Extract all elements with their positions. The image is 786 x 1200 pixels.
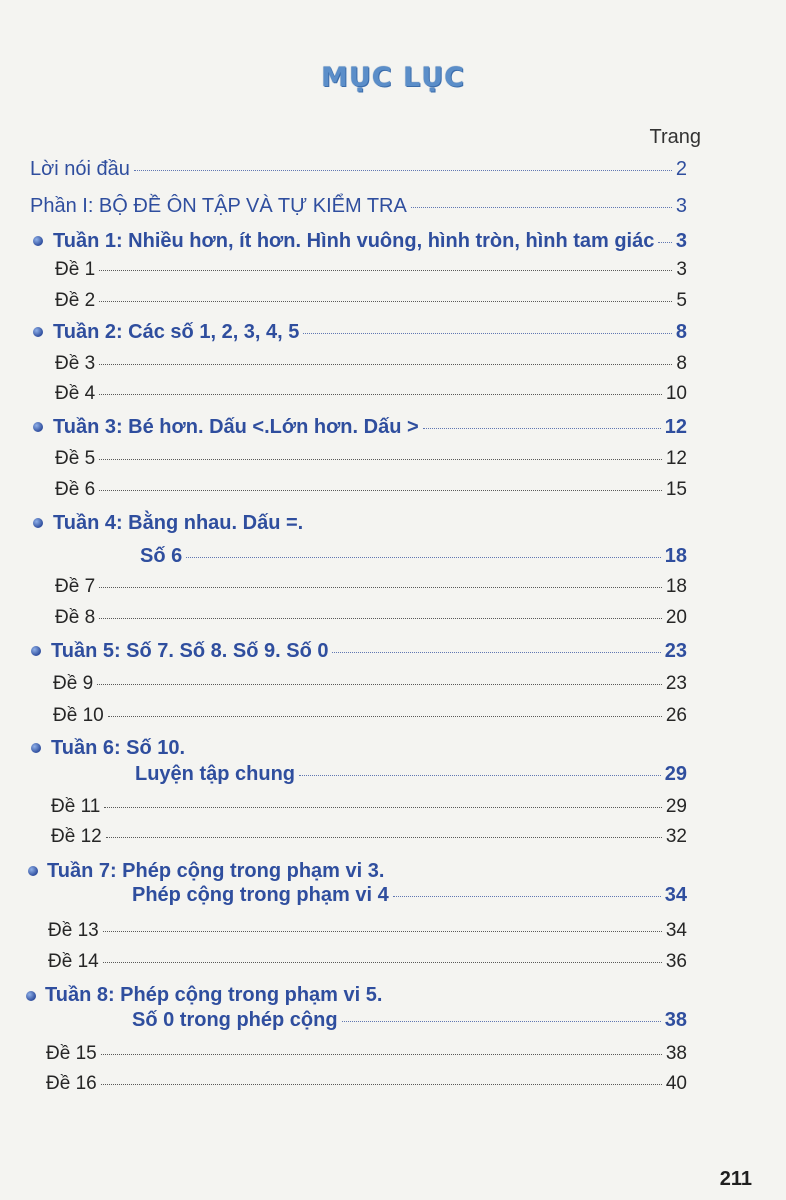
bullet-icon — [33, 236, 43, 246]
toc-page-number: 26 — [665, 705, 687, 726]
dot-leader — [134, 170, 672, 171]
dot-leader — [332, 652, 660, 653]
toc-entry-de-15[interactable] — [46, 1043, 687, 1065]
toc-entry-week-3[interactable] — [53, 416, 687, 439]
dot-leader — [99, 364, 672, 365]
toc-entry-week-2[interactable] — [53, 321, 687, 344]
toc-entry-de-6[interactable] — [55, 479, 687, 501]
toc-page-number: 32 — [665, 826, 687, 847]
toc-entry-label: Số 6 — [140, 545, 183, 567]
dot-leader — [99, 301, 672, 302]
toc-entry-de-1[interactable] — [55, 259, 687, 281]
dot-leader — [101, 1084, 662, 1085]
toc-page-number: 10 — [665, 383, 687, 404]
dot-leader — [103, 962, 662, 963]
toc-entry-week-5[interactable] — [51, 640, 687, 663]
toc-page-number: 29 — [665, 796, 687, 817]
dot-leader — [299, 775, 661, 776]
dot-leader — [342, 1021, 661, 1022]
toc-page-number: 3 — [676, 259, 687, 280]
dot-leader — [101, 1054, 662, 1055]
dot-leader — [106, 837, 662, 838]
toc-page-number: 38 — [665, 1043, 687, 1064]
toc-week-8-heading[interactable]: Tuần 8: Phép cộng trong phạm vi 5. — [45, 984, 383, 1006]
dot-leader — [411, 207, 672, 208]
toc-entry-de-3[interactable] — [55, 353, 687, 375]
toc-page-number: 3 — [675, 195, 687, 217]
dot-leader — [99, 618, 662, 619]
toc-entry-label: Đề 8 — [55, 607, 96, 628]
dot-leader — [658, 242, 672, 243]
toc-entry-de-10[interactable] — [53, 705, 687, 727]
toc-page-number: 20 — [665, 607, 687, 628]
toc-entry-de-2[interactable] — [55, 290, 687, 312]
toc-entry-label: Lời nói đầu — [30, 158, 130, 180]
toc-entry-week-8[interactable] — [132, 1009, 687, 1032]
toc-page-number: 8 — [676, 353, 687, 374]
toc-entry-label: Tuần 3: Bé hơn. Dấu <.Lớn hơn. Dấu > — [53, 416, 419, 438]
toc-entry-label: Tuần 5: Số 7. Số 8. Số 9. Số 0 — [51, 640, 329, 662]
toc-entry-label: Đề 7 — [55, 576, 96, 597]
toc-entry-de-11[interactable] — [51, 796, 687, 818]
toc-entry-label: Đề 4 — [55, 383, 96, 404]
toc-entry-de-12[interactable] — [51, 826, 687, 848]
page-number: 211 — [719, 1168, 752, 1190]
toc-entry-de-13[interactable] — [48, 920, 687, 942]
toc-entry-label: Đề 5 — [55, 448, 96, 469]
dot-leader — [186, 557, 661, 558]
dot-leader — [97, 684, 662, 685]
toc-entry-week-4[interactable] — [140, 545, 687, 568]
dot-leader — [99, 587, 662, 588]
dot-leader — [99, 490, 662, 491]
toc-page-number: 40 — [665, 1073, 687, 1094]
toc-page-number: 36 — [665, 951, 687, 972]
toc-entry-label: Số 0 trong phép cộng — [132, 1009, 338, 1031]
bullet-icon — [26, 991, 36, 1001]
toc-entry-de-7[interactable] — [55, 576, 687, 598]
toc-page-number: 5 — [676, 290, 687, 311]
toc-page-number: 23 — [664, 640, 687, 662]
dot-leader — [423, 428, 661, 429]
toc-page-number: 38 — [664, 1009, 687, 1031]
toc-entry-label: Đề 3 — [55, 353, 96, 374]
toc-entry-label: Tuần 1: Nhiều hơn, ít hơn. Hình vuông, hình tròn, hình tam giác — [53, 230, 655, 252]
dot-leader — [99, 459, 662, 460]
bullet-icon — [31, 646, 41, 656]
page-column-label: Trang — [649, 126, 701, 148]
toc-entry-label: Phép cộng trong phạm vi 4 — [132, 884, 389, 906]
bullet-icon — [28, 866, 38, 876]
toc-page-number: 34 — [664, 884, 687, 906]
toc-entry-preface[interactable] — [30, 158, 687, 181]
toc-entry-de-5[interactable] — [55, 448, 687, 470]
toc-entry-de-9[interactable] — [53, 673, 687, 695]
toc-page-number: 12 — [664, 416, 687, 438]
toc-week-4-heading[interactable]: Tuần 4: Bằng nhau. Dấu =. — [53, 512, 304, 534]
toc-entry-de-16[interactable] — [46, 1073, 687, 1095]
toc-entry-label: Đề 9 — [53, 673, 94, 694]
toc-entry-label: Tuần 2: Các số 1, 2, 3, 4, 5 — [53, 321, 300, 343]
toc-entry-label: Đề 6 — [55, 479, 96, 500]
toc-entry-part-1[interactable] — [30, 195, 687, 218]
toc-page-number: 15 — [665, 479, 687, 500]
toc-page-number: 29 — [664, 763, 687, 785]
toc-entry-label: Đề 2 — [55, 290, 96, 311]
toc-entry-de-8[interactable] — [55, 607, 687, 629]
toc-page-number: 8 — [675, 321, 687, 343]
toc-entry-week-6[interactable] — [135, 763, 687, 786]
bullet-icon — [33, 422, 43, 432]
dot-leader — [108, 716, 662, 717]
dot-leader — [99, 394, 662, 395]
toc-page-number: 23 — [665, 673, 687, 694]
toc-page-number: 3 — [675, 230, 687, 252]
dot-leader — [104, 807, 662, 808]
bullet-icon — [31, 743, 41, 753]
toc-page-number: 18 — [664, 545, 687, 567]
toc-entry-label: Đề 11 — [51, 796, 101, 817]
toc-entry-label: Đề 16 — [46, 1073, 97, 1094]
bullet-icon — [33, 327, 43, 337]
dot-leader — [99, 270, 672, 271]
toc-week-7-heading[interactable]: Tuần 7: Phép cộng trong phạm vi 3. — [47, 860, 385, 882]
toc-entry-week-7[interactable] — [132, 884, 687, 907]
toc-entry-label: Phần I: BỘ ĐỀ ÔN TẬP VÀ TỰ KIỂM TRA — [30, 195, 407, 217]
toc-entry-label: Đề 15 — [46, 1043, 97, 1064]
toc-entry-label: Luyện tập chung — [135, 763, 295, 785]
toc-week-6-heading[interactable]: Tuần 6: Số 10. — [51, 737, 186, 759]
toc-entry-de-4[interactable] — [55, 383, 687, 405]
page-title: MỤC LỤC — [321, 62, 465, 93]
toc-entry-label: Đề 14 — [48, 951, 99, 972]
toc-page-number: 12 — [665, 448, 687, 469]
toc-entry-de-14[interactable] — [48, 951, 687, 973]
toc-page-number: 34 — [665, 920, 687, 941]
toc-page-number: 18 — [665, 576, 687, 597]
toc-entry-week-1[interactable] — [53, 230, 687, 253]
toc-entry-label: Đề 1 — [55, 259, 96, 280]
dot-leader — [393, 896, 661, 897]
toc-entry-label: Đề 13 — [48, 920, 99, 941]
bullet-icon — [33, 518, 43, 528]
dot-leader — [103, 931, 662, 932]
toc-entry-label: Đề 10 — [53, 705, 104, 726]
toc-entry-label: Đề 12 — [51, 826, 102, 847]
toc-page-number: 2 — [675, 158, 687, 180]
dot-leader — [303, 333, 671, 334]
